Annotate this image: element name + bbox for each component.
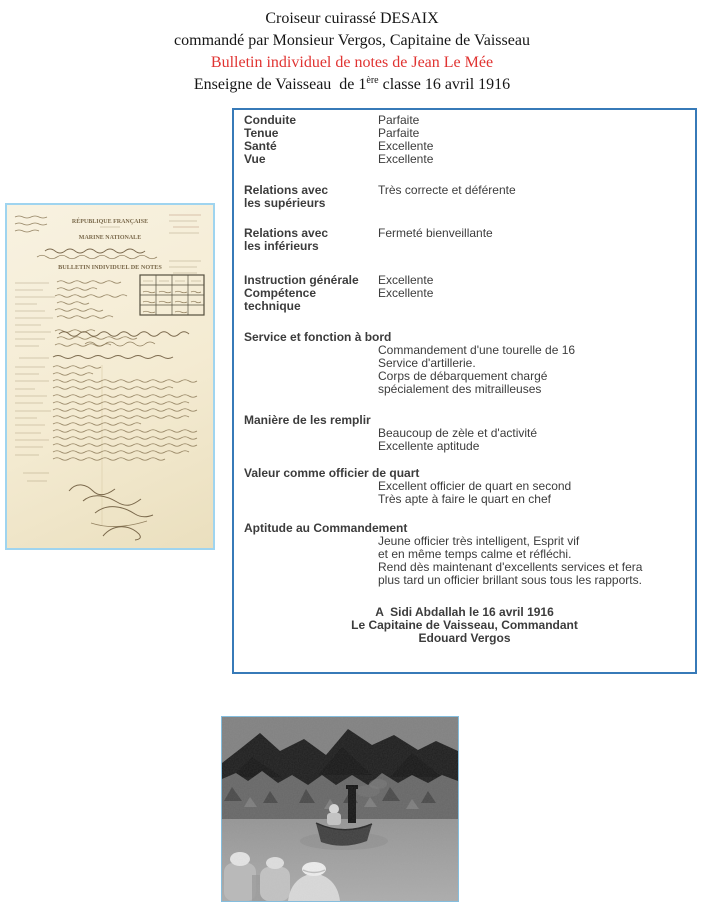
- scan-header-republique: RÉPUBLIQUE FRANÇAISE: [71, 219, 149, 225]
- title-rank-superscript: ère: [366, 75, 379, 86]
- section-line: Jeune officier très intelligent, Esprit vif: [378, 534, 580, 548]
- scan-printed-corner-marks: [169, 215, 201, 273]
- rating-value: Excellente: [378, 139, 434, 153]
- title-line-rank: [0, 74, 704, 98]
- scan-header-bulletin: BULLETIN INDIVIDUEL DE NOTES: [58, 264, 162, 271]
- section-heading: Aptitude au Commandement: [244, 521, 408, 535]
- section-valeur: [244, 467, 685, 506]
- rating-label: [244, 227, 378, 253]
- section-line: Rend dès maintenant d'excellents services et fera: [378, 560, 643, 574]
- rating-label: Conduite: [244, 113, 296, 127]
- rating-value: Excellente: [378, 152, 434, 166]
- section-line: Commandement d'une tourelle de 16: [378, 343, 576, 357]
- title-rank-suffix: classe 16 avril 1916: [378, 76, 511, 93]
- rating-label-line: les supérieurs: [244, 196, 326, 210]
- rating-row-tenue: [244, 127, 685, 140]
- section-line: Corps de débarquement chargé: [378, 369, 548, 383]
- signature-name: Edouard Vergos: [418, 631, 511, 645]
- scan-signature-flourish: [23, 473, 153, 540]
- signature-title: Le Capitaine de Vaisseau, Commandant: [351, 618, 578, 632]
- section-maniere: [244, 414, 685, 453]
- rating-row-competence-cont: [244, 300, 685, 313]
- rating-label: [244, 184, 378, 210]
- section-body: [244, 535, 685, 587]
- section-heading: Service et fonction à bord: [244, 330, 392, 344]
- rating-label-line: Relations avec: [244, 183, 329, 197]
- section-line: spécialement des mitrailleuses: [378, 382, 542, 396]
- section-line: Très apte à faire le quart en chef: [378, 492, 551, 506]
- rating-row-vue: [244, 153, 685, 166]
- rating-row-relations-inferieurs: [244, 227, 685, 253]
- rating-group-instruction-competence: [244, 274, 685, 313]
- section-aptitude: [244, 522, 685, 587]
- rating-label: Vue: [244, 152, 266, 166]
- section-heading: Manière de les remplir: [244, 413, 371, 427]
- scanned-bulletin-drawing: [7, 205, 213, 548]
- scanned-bulletin-image: [5, 203, 215, 550]
- title-line-bulletin: Bulletin individuel de notes de Jean Le Mée: [210, 54, 494, 71]
- boat-photo-image: [221, 716, 459, 902]
- scan-printed-fields-lower: [15, 367, 51, 455]
- rating-row-relations-superieurs: [244, 184, 685, 210]
- rating-label: Santé: [244, 139, 277, 153]
- title-rank-prefix: Enseigne de Vaisseau de 1: [193, 76, 367, 93]
- scan-printed-fields-upper: [15, 283, 55, 346]
- section-body: [244, 480, 685, 506]
- signature-place-date: A Sidi Abdallah le 16 avril 1916: [375, 605, 554, 619]
- rating-label-line: Relations avec: [244, 226, 329, 240]
- rating-row-sante: [244, 140, 685, 153]
- section-heading: Valeur comme officier de quart: [244, 466, 420, 480]
- rating-value: Parfaite: [378, 113, 420, 127]
- rating-label-line: les inférieurs: [244, 239, 319, 253]
- rating-label: Instruction générale: [244, 273, 359, 287]
- title-line-commander: commandé par Monsieur Vergos, Capitaine de Vaisseau: [174, 32, 530, 49]
- rating-value: Parfaite: [378, 126, 420, 140]
- bulletin-signature-block: [244, 606, 685, 645]
- page-title-block: [0, 8, 704, 98]
- section-service: [244, 331, 685, 396]
- section-line: Excellente aptitude: [378, 439, 480, 453]
- section-line: Service d'artillerie.: [378, 356, 476, 370]
- rating-label: Tenue: [244, 126, 279, 140]
- rating-row-conduite: [244, 114, 685, 127]
- section-body: [244, 427, 685, 453]
- rating-value: Très correcte et déférente: [378, 183, 516, 197]
- section-line: et en même temps calme et réfléchi.: [378, 547, 572, 561]
- scan-ratings-table: [140, 275, 204, 315]
- scan-header-marine: MARINE NATIONALE: [78, 235, 142, 241]
- scan-handwriting-paragraph: [53, 366, 197, 461]
- boat-photo-drawing: [222, 717, 458, 901]
- section-line: Excellent officier de quart en second: [378, 479, 572, 493]
- rating-label: technique: [244, 299, 301, 313]
- scan-handwriting-center: [19, 332, 189, 359]
- title-line-ship: Croiseur cuirassé DESAIX: [265, 10, 439, 27]
- rating-row-competence: [244, 287, 685, 300]
- rating-label: Compétence: [244, 286, 317, 300]
- section-line: Beaucoup de zèle et d'activité: [378, 426, 538, 440]
- photo-grain-overlay: [222, 717, 458, 901]
- rating-value: Fermeté bienveillante: [378, 226, 493, 240]
- section-line: plus tard un officier brillant sous tous les rapports.: [378, 573, 642, 587]
- section-body: [244, 344, 685, 396]
- bulletin-notes-box: [232, 108, 697, 674]
- rating-value: Excellente: [378, 286, 434, 300]
- rating-value: Excellente: [378, 273, 434, 287]
